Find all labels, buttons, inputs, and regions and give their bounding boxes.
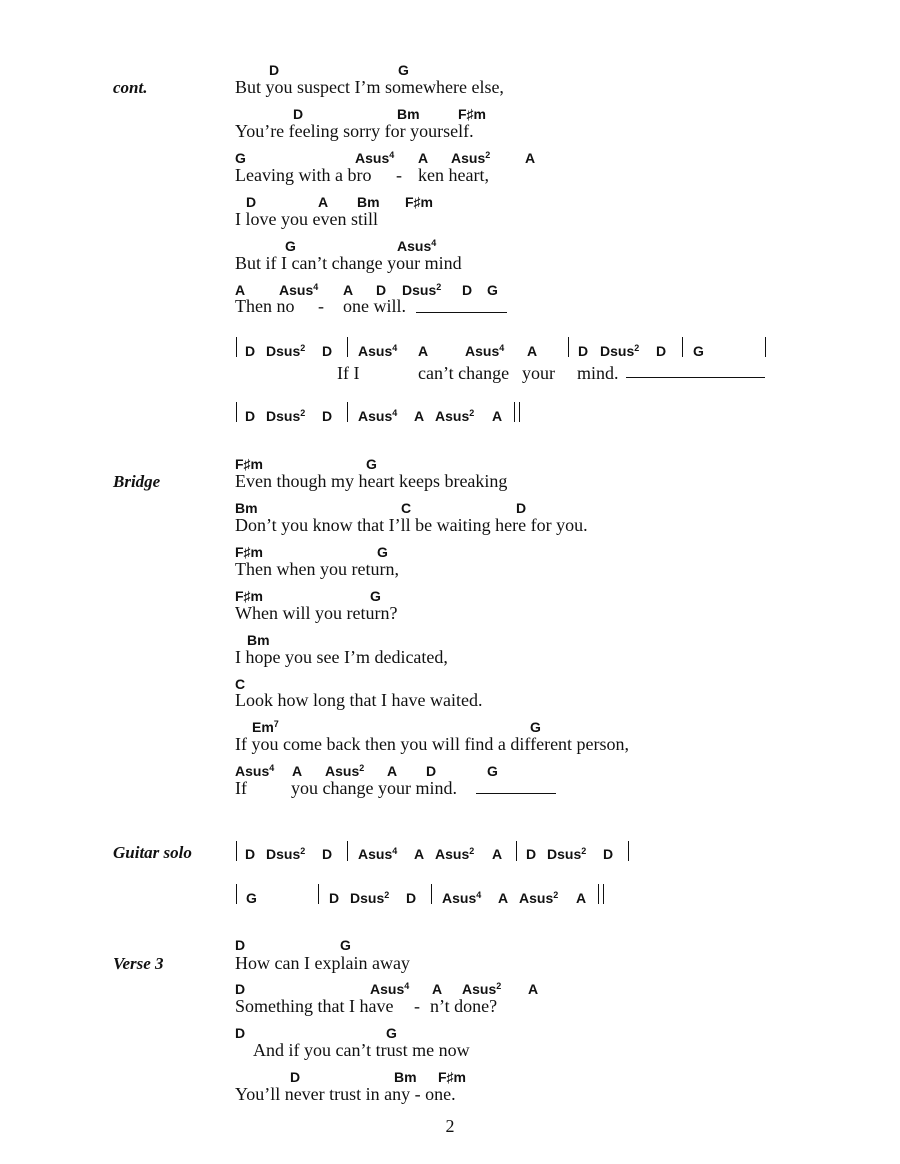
chord: Asus$^4$ xyxy=(442,890,482,906)
chord: D xyxy=(578,343,589,359)
lyric-line: How can I explain away xyxy=(235,953,410,973)
chord: G xyxy=(370,588,381,604)
chord: F♯m xyxy=(235,588,263,604)
chord: F♯m xyxy=(235,456,263,472)
chord: G xyxy=(366,456,377,472)
chord: D xyxy=(235,981,246,997)
chord: A xyxy=(492,408,503,424)
bar-line xyxy=(431,884,432,904)
chord: G xyxy=(693,343,704,359)
chord: Bm xyxy=(247,632,270,648)
chord: Bm xyxy=(394,1069,417,1085)
chord: A xyxy=(432,981,443,997)
chord: D xyxy=(290,1069,301,1085)
chord: C xyxy=(235,676,246,692)
chord: A xyxy=(528,981,539,997)
chord: A xyxy=(576,890,587,906)
chord: D xyxy=(246,194,257,210)
chord: D xyxy=(329,890,340,906)
bar-line xyxy=(347,337,348,357)
double-bar-line xyxy=(603,884,604,904)
chord: F♯m xyxy=(458,106,486,122)
hold-line xyxy=(416,312,507,313)
double-bar-line xyxy=(598,884,599,904)
chord: G xyxy=(487,282,498,298)
chord: Dsus$^2$ xyxy=(266,408,306,424)
lyric-line: Something that I have xyxy=(235,996,394,1016)
chord: A xyxy=(418,150,429,166)
lyric-line: I love you even still xyxy=(235,209,378,229)
lyric-line: one will. xyxy=(343,296,406,316)
bar-line xyxy=(236,884,237,904)
chord: A xyxy=(492,846,503,862)
chord: D xyxy=(462,282,473,298)
bar-line xyxy=(236,841,237,861)
chord: Asus$^2$ xyxy=(451,150,491,166)
chord: A xyxy=(318,194,329,210)
chord: G xyxy=(530,719,541,735)
chord: D xyxy=(656,343,667,359)
chord: A xyxy=(292,763,303,779)
chord: Bm xyxy=(235,500,258,516)
lyric-line: But you suspect I’m somewhere else, xyxy=(235,77,504,97)
chord: D xyxy=(516,500,527,516)
bar-line xyxy=(628,841,629,861)
chord: Bm xyxy=(357,194,380,210)
chord: D xyxy=(376,282,387,298)
chord: Dsus$^2$ xyxy=(266,343,306,359)
chord: Bm xyxy=(397,106,420,122)
lyric-line: ken heart, xyxy=(418,165,489,185)
chord: A xyxy=(235,282,246,298)
chord: Em$^7$ xyxy=(252,719,279,735)
lyric-line: I hope you see I’m dedicated, xyxy=(235,647,448,667)
chord: Asus$^4$ xyxy=(358,408,398,424)
double-bar-line xyxy=(519,402,520,422)
chord: D xyxy=(526,846,537,862)
chord: D xyxy=(235,1025,246,1041)
section-label-cont: cont. xyxy=(113,78,148,97)
bar-line xyxy=(516,841,517,861)
chord: Asus$^2$ xyxy=(462,981,502,997)
lyric-line: Even though my heart keeps breaking xyxy=(235,471,508,491)
chord: A xyxy=(414,408,425,424)
chord: Asus$^4$ xyxy=(370,981,410,997)
chord: A xyxy=(387,763,398,779)
chord: D xyxy=(603,846,614,862)
lyric-line: your xyxy=(522,363,555,383)
lyric-line: You’ll never trust in any - one. xyxy=(235,1084,456,1104)
double-bar-line xyxy=(514,402,515,422)
chord: D xyxy=(245,408,256,424)
chord: Dsus$^2$ xyxy=(600,343,640,359)
chord: F♯m xyxy=(235,544,263,560)
chord: G xyxy=(487,763,498,779)
chord: Dsus$^2$ xyxy=(266,846,306,862)
bar-line xyxy=(765,337,766,357)
chord: D xyxy=(245,846,256,862)
lyric-line: can’t change xyxy=(418,363,510,383)
chord: D xyxy=(406,890,417,906)
chord: Asus$^4$ xyxy=(358,846,398,862)
chord: Asus$^2$ xyxy=(435,846,475,862)
chord: D xyxy=(235,937,246,953)
chord: C xyxy=(401,500,412,516)
bar-line xyxy=(236,402,237,422)
chord: Asus$^2$ xyxy=(519,890,559,906)
chord: Asus$^4$ xyxy=(358,343,398,359)
lyric-line: Don’t you know that I’ll be waiting here for you. xyxy=(235,515,588,535)
chord: A xyxy=(525,150,536,166)
chord: Dsus$^2$ xyxy=(547,846,587,862)
chord: Asus$^4$ xyxy=(279,282,319,298)
lyric-line: Then no xyxy=(235,296,295,316)
lyric-line: - xyxy=(318,296,324,316)
lyric-line: And if you can’t trust me now xyxy=(253,1040,470,1060)
bar-line xyxy=(318,884,319,904)
lyric-line: Leaving with a bro xyxy=(235,165,372,185)
chord: D xyxy=(426,763,437,779)
bar-line xyxy=(568,337,569,357)
lyric-line: mind. xyxy=(577,363,619,383)
chord: G xyxy=(235,150,246,166)
chord: A xyxy=(527,343,538,359)
chord: Asus$^4$ xyxy=(235,763,275,779)
chord: D xyxy=(293,106,304,122)
chord: D xyxy=(322,343,333,359)
chord: A xyxy=(498,890,509,906)
chord: A xyxy=(414,846,425,862)
chord: Dsus$^2$ xyxy=(350,890,390,906)
chord: Asus$^2$ xyxy=(435,408,475,424)
page-number: 2 xyxy=(445,1116,455,1136)
chord: G xyxy=(246,890,257,906)
chord: A xyxy=(343,282,354,298)
lyric-line: But if I can’t change your mind xyxy=(235,253,462,273)
lyric-line: Look how long that I have waited. xyxy=(235,690,483,710)
bar-line xyxy=(347,841,348,861)
section-label-verse-3: Verse 3 xyxy=(113,954,164,973)
lyric-line: - xyxy=(414,996,420,1016)
chord: G xyxy=(377,544,388,560)
section-label-bridge: Bridge xyxy=(113,472,161,491)
chord: D xyxy=(322,846,333,862)
chord: D xyxy=(269,62,280,78)
hold-line xyxy=(476,793,556,794)
chord: Asus$^4$ xyxy=(397,238,437,254)
chord: Asus$^4$ xyxy=(355,150,395,166)
chord: G xyxy=(386,1025,397,1041)
chord: G xyxy=(398,62,409,78)
lyric-line: If you come back then you will find a different person, xyxy=(235,734,630,754)
lyric-line: - xyxy=(396,165,402,185)
bar-line xyxy=(236,337,237,357)
chord: Asus$^2$ xyxy=(325,763,365,779)
chord: Dsus$^2$ xyxy=(402,282,442,298)
chord: G xyxy=(340,937,351,953)
lyric-line: Then when you return, xyxy=(235,559,399,579)
lyric-line: When will you return? xyxy=(235,603,398,623)
chord: G xyxy=(285,238,296,254)
bar-line xyxy=(347,402,348,422)
chord: Asus$^4$ xyxy=(465,343,505,359)
hold-line xyxy=(626,377,765,378)
chord: D xyxy=(322,408,333,424)
bar-line xyxy=(682,337,683,357)
lyric-line: You’re feeling sorry for yourself. xyxy=(235,121,474,141)
chord: D xyxy=(245,343,256,359)
section-label-guitar-solo: Guitar solo xyxy=(113,843,192,862)
lyric-line: If I xyxy=(337,363,360,383)
chord: F♯m xyxy=(438,1069,466,1085)
chord: A xyxy=(418,343,429,359)
lyric-line: n’t done? xyxy=(430,996,498,1016)
chord: F♯m xyxy=(405,194,433,210)
lyric-line: you change your mind. xyxy=(291,778,457,798)
lyric-line: If xyxy=(235,778,247,798)
